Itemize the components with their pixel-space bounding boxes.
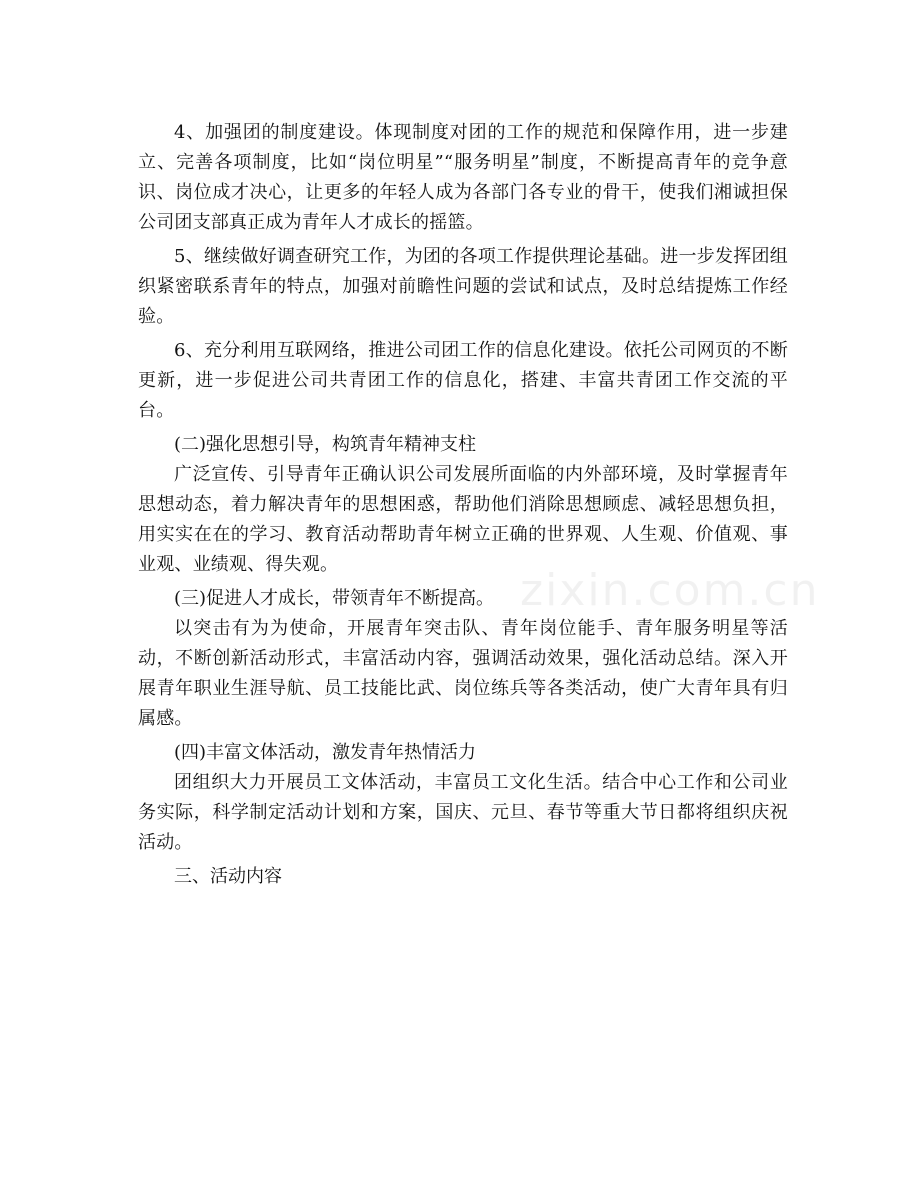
document-page: [138, 118, 788, 892]
section-heading-2: (二)强化思想引导，构筑青年精神支柱: [174, 434, 477, 455]
section-body-3: 以突击有为为使命，开展青年突击队、青年岗位能手、青年服务明星等活动，不断创新活动形式，丰富活动内容，强调活动效果，强化活动总结。深入开展青年职业生涯导航、员工技能比武、岗位练兵等各类活动，使广大青年具有归属感。: [138, 618, 788, 729]
paragraph-item-5: 5、继续做好调查研究工作，为团的各项工作提供理论基础。进一步发挥团组织紧密联系青年的特点，加强对前瞻性问题的尝试和试点，及时总结提炼工作经验。: [138, 246, 788, 327]
paragraph-item-6: 6、充分利用互联网络，推进公司团工作的信息化建设。依托公司网页的不断更新，进一步促进公司共青团工作的信息化，搭建、丰富共青团工作交流的平台。: [138, 340, 788, 421]
section-heading-4: (四)丰富文体活动，激发青年热情活力: [174, 742, 477, 763]
watermark: zixin.com.cn: [520, 565, 820, 616]
chapter-title-activities: 三、活动内容: [174, 866, 282, 887]
paragraph-item-4: 4、加强团的制度建设。体现制度对团的工作的规范和保障作用，进一步建立、完善各项制度，比如“岗位明星”“服务明星”制度，不断提高青年的竞争意识、岗位成才决心，让更多的年轻人成为各部门各专业的骨干，使我们湘诚担保公司团支部真正成为青年人才成长的摇篮。: [138, 122, 788, 233]
section-heading-3: (三)促进人才成长，带领青年不断提高。: [174, 588, 495, 609]
section-body-2: 广泛宣传、引导青年正确认识公司发展所面临的内外部环境，及时掌握青年思想动态，着力解决青年的思想困惑，帮助他们消除思想顾虑、减轻思想负担，用实实在在的学习、教育活动帮助青年树立正确的世界观、人生观、价值观、事业观、业绩观、得失观。: [138, 464, 788, 575]
section-body-4: 团组织大力开展员工文体活动，丰富员工文化生活。结合中心工作和公司业务实际，科学制定活动计划和方案，国庆、元旦、春节等重大节日都将组织庆祝活动。: [138, 772, 788, 853]
